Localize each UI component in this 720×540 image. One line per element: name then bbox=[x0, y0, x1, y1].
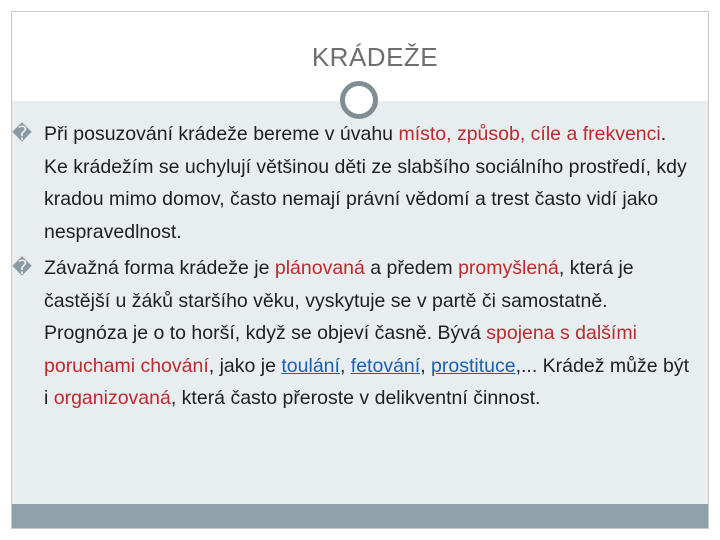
ring-icon bbox=[340, 81, 378, 119]
body-text-segment: , která je častější u žáků staršího věku, vyskytuje se v partě či samostatně. Prognóza je o to horší, když se objeví časně. Bývá bbox=[44, 257, 634, 344]
missing-glyph-icon: � bbox=[12, 122, 32, 145]
link-text[interactable]: prostituce bbox=[431, 354, 516, 377]
body-text-segment: a předem bbox=[364, 257, 459, 279]
link-text[interactable]: toulání bbox=[281, 354, 340, 377]
emphasis-text: spojena s dalšími poruchami chování bbox=[44, 322, 637, 377]
paragraph-1 bbox=[12, 118, 692, 248]
emphasis-text: organizovaná bbox=[53, 387, 171, 409]
body-text-segment: , která často přeroste v delikventní činnost. bbox=[170, 387, 541, 409]
missing-glyph-icon: � bbox=[12, 256, 32, 279]
body-text-segment: , bbox=[420, 354, 432, 377]
body-text-segment: . Ke krádežím se uchylují většinou děti ze slabšího sociálního prostředí, kdy kradou mimo domov, často nemají právní vědomí a trest často vidí jako nespravedlnost. bbox=[44, 123, 687, 243]
link-text[interactable]: fetování bbox=[350, 354, 421, 377]
bottom-bar bbox=[12, 504, 708, 528]
emphasis-text: plánovaná bbox=[274, 257, 365, 279]
body-text-segment: ,... Krádež může být i bbox=[44, 354, 689, 409]
paragraph-2 bbox=[12, 252, 692, 415]
body-text-segment: , jako je bbox=[208, 354, 282, 377]
slide-title: KRÁDEŽE bbox=[311, 42, 439, 72]
body-text-segment: , bbox=[339, 354, 351, 377]
body-text-segment: Závažná forma krádeže je bbox=[44, 257, 275, 279]
slide-body bbox=[12, 118, 692, 419]
emphasis-text: promyšlená bbox=[458, 257, 559, 279]
body-text-segment: Při posuzování krádeže bereme v úvahu bbox=[44, 123, 399, 145]
emphasis-text: místo, způsob, cíle a frekvenci bbox=[398, 123, 661, 145]
